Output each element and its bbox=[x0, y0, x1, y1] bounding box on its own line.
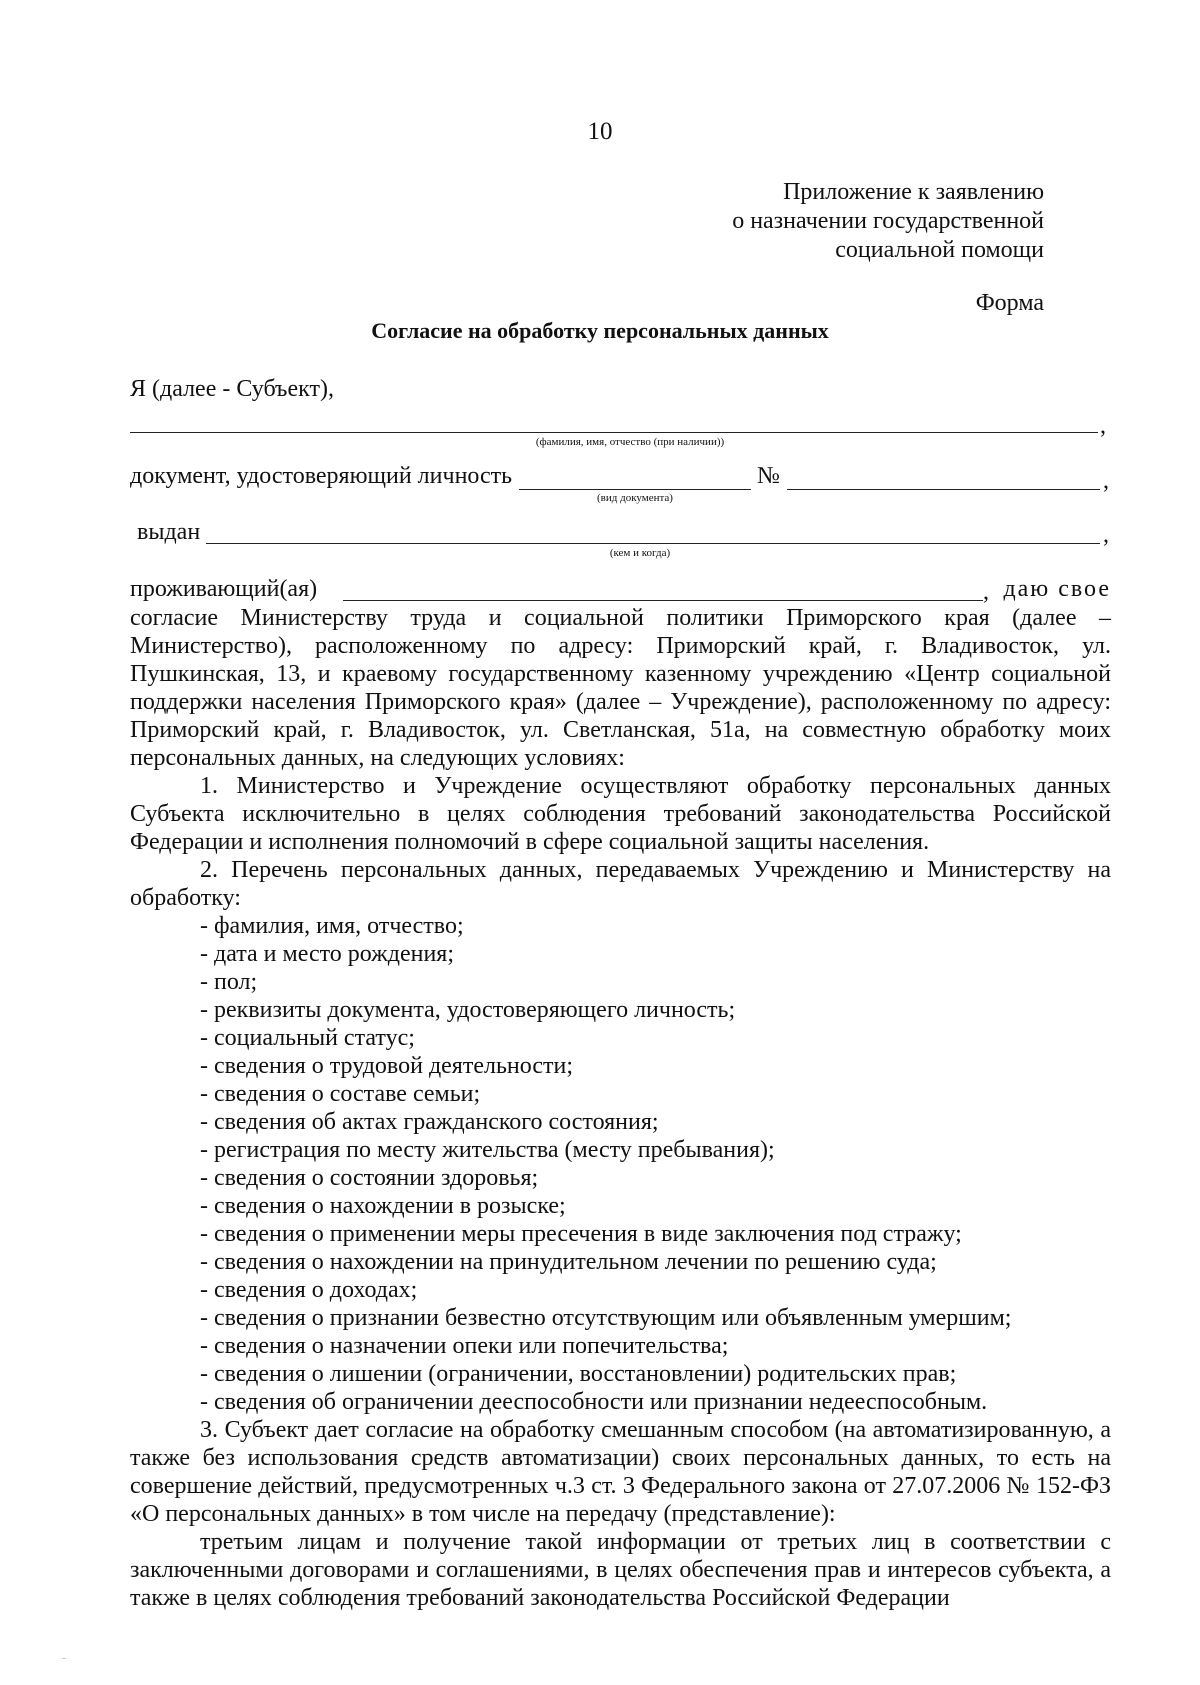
para-2: 2. Перечень персональных данных, передаваемых Учреждению и Министерству на обработку: bbox=[130, 857, 1111, 911]
para-intro: согласие Министерству труда и социальной политики Приморского края (далее – Министерство), расположенному по адресу: Приморский край, г. Владивосток, ул. Пушкинская, 13, и краевому государственному казенному учреждению «Центр социальной поддержки населения Приморского края» (далее – Учреждение), расположенному по адресу: Приморский край, г. Владивосток, ул. Светланская, 51а, на совместную обработку моих персональных данных, на следующих условиях: bbox=[130, 605, 1111, 771]
doc-label: документ, удостоверяющий личность bbox=[130, 463, 513, 489]
para-4: третьим лицам и получение такой информации от третьих лиц в соответствии с заключенными договорами и соглашениями, в целях обеспечения прав и интересов субъекта, а также в целях соблюдения требований законодательства Российской Федерации bbox=[130, 1529, 1111, 1611]
list-item: - пол; bbox=[200, 969, 258, 995]
form-label: Форма bbox=[975, 290, 1044, 316]
list-item: - сведения о нахождении на принудительном лечении по решению суда; bbox=[200, 1249, 937, 1275]
issued-comma: , bbox=[1103, 522, 1109, 548]
list-item: - фамилия, имя, отчество; bbox=[200, 913, 464, 939]
doc-comma: , bbox=[1103, 468, 1109, 494]
appendix-header bbox=[732, 178, 1044, 265]
consent-tail: даю свое bbox=[1003, 576, 1111, 602]
residing-label: проживающий(ая) bbox=[130, 576, 318, 602]
personal-data-list bbox=[130, 912, 1111, 1416]
doc-number-blank-field[interactable] bbox=[787, 489, 1100, 490]
list-item: - социальный статус; bbox=[200, 1025, 415, 1051]
residing-blank-field[interactable] bbox=[343, 600, 983, 601]
document-title: Согласие на обработку персональных данных bbox=[371, 318, 829, 343]
list-item: - сведения о применении меры пресечения в виде заключения под стражу; bbox=[200, 1221, 962, 1247]
appendix-line: Приложение к заявлению bbox=[783, 179, 1044, 205]
list-item: - сведения о назначении опеки или попечительства; bbox=[200, 1333, 729, 1359]
para-1: 1. Министерство и Учреждение осуществляют обработку персональных данных Субъекта исключительно в целях соблюдения требований законодательства Российской Федерации и исполнения полномочий в сфере социальной защиты населения. bbox=[130, 773, 1111, 855]
doc-number-sign: № bbox=[757, 463, 780, 489]
fio-comma: , bbox=[1100, 413, 1106, 439]
list-item: - сведения о трудовой деятельности; bbox=[200, 1053, 573, 1079]
page-number: 10 bbox=[587, 118, 613, 145]
list-item: - сведения об актах гражданского состояния; bbox=[200, 1109, 659, 1135]
subject-intro: Я (далее - Субъект), bbox=[130, 376, 334, 402]
fio-blank-field[interactable] bbox=[130, 432, 1098, 433]
list-item: - сведения о состоянии здоровья; bbox=[200, 1165, 539, 1191]
appendix-line: о назначении государственной bbox=[732, 208, 1044, 234]
list-item: - дата и место рождения; bbox=[200, 941, 455, 967]
list-item: - регистрация по месту жительства (месту пребывания); bbox=[200, 1137, 775, 1163]
doc-type-blank-field[interactable] bbox=[519, 489, 751, 490]
para-3: 3. Субъект дает согласие на обработку смешанным способом (на автоматизированную, а также без использования средств автоматизации) своих персональных данных, то есть на совершение действий, предусмотренных ч.3 ст. 3 Федерального закона от 27.07.2006 № 152-ФЗ «О персональных данных» в том числе на передачу (представление): bbox=[130, 1417, 1111, 1527]
list-item: - сведения о составе семьи; bbox=[200, 1081, 481, 1107]
list-item: - сведения о лишении (ограничении, восстановлении) родительских прав; bbox=[200, 1361, 957, 1387]
list-item: - сведения о нахождении в розыске; bbox=[200, 1193, 566, 1219]
list-item: - сведения о признании безвестно отсутствующим или объявленным умершим; bbox=[200, 1305, 1012, 1331]
issued-blank-field[interactable] bbox=[206, 543, 1100, 544]
consent-body bbox=[130, 604, 1111, 1612]
list-item: - реквизиты документа, удостоверяющего личность; bbox=[200, 997, 736, 1023]
issued-label: выдан bbox=[137, 519, 201, 545]
scan-artifact bbox=[62, 1658, 66, 1659]
fio-caption: (фамилия, имя, отчество (при наличии)) bbox=[535, 436, 725, 448]
list-item: - сведения об ограничении дееспособности или признании недееспособным. bbox=[200, 1389, 988, 1415]
doc-type-caption: (вид документа) bbox=[597, 492, 673, 504]
issued-caption: (кем и когда) bbox=[609, 547, 671, 559]
residing-comma: , bbox=[983, 579, 989, 605]
list-item: - сведения о доходах; bbox=[200, 1277, 418, 1303]
appendix-line: социальной помощи bbox=[835, 237, 1044, 263]
